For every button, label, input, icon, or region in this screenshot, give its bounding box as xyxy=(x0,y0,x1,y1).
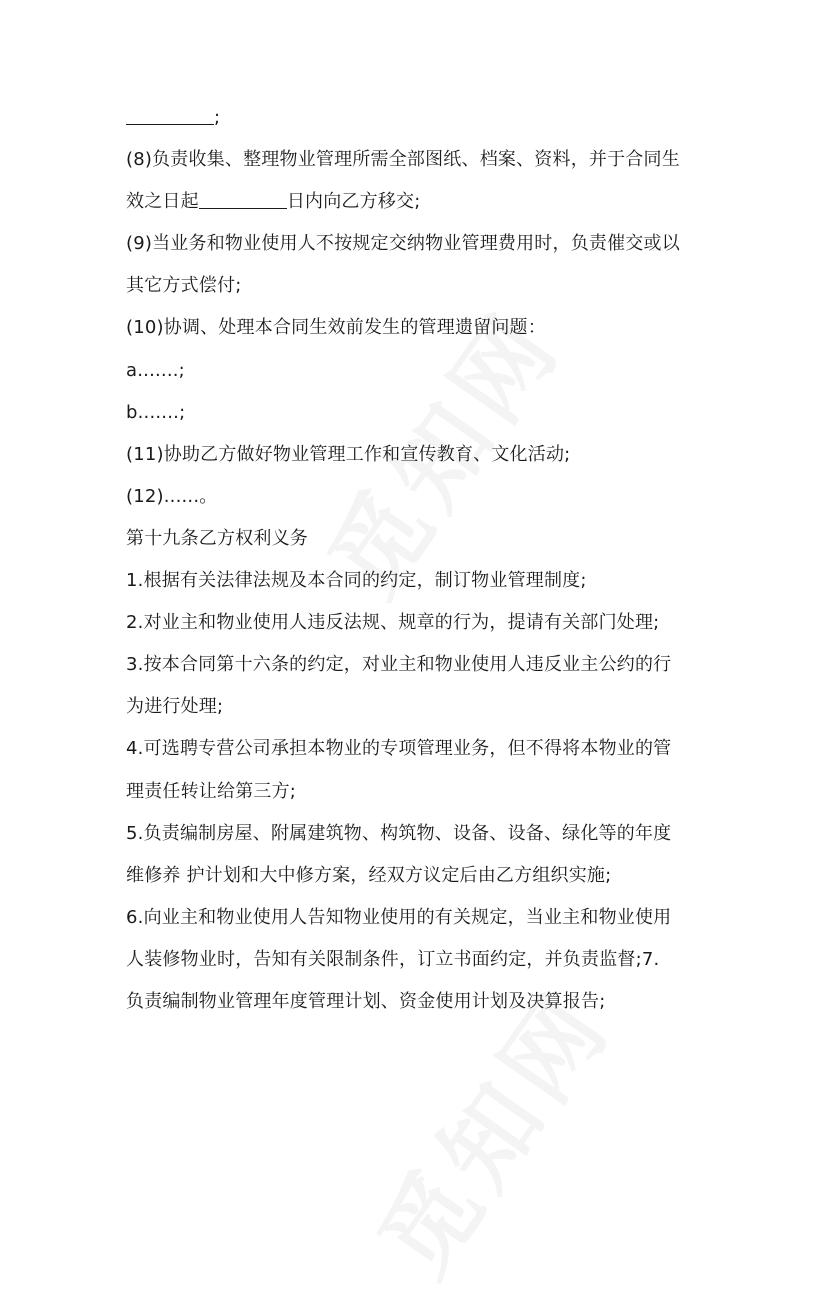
text-line: 3.按本合同第十六条的约定，对业主和物业使用人违反业主公约的行 xyxy=(126,654,672,676)
text-line: 5.负责编制房屋、附属建筑物、构筑物、设备、设备、绿化等的年度 xyxy=(126,822,672,844)
text-line: b.......; xyxy=(126,401,186,423)
text-line: 效之日起 日内向乙方移交; xyxy=(126,191,421,213)
document-body xyxy=(126,106,716,1032)
text-line: 2.对业主和物业使用人违反法规、规章的行为，提请有关部门处理; xyxy=(126,612,660,634)
text-line: (9)当业务和物业使用人不按规定交纳物业管理费用时，负责催交或以 xyxy=(126,233,680,255)
text-line: 理责任转让给第三方; xyxy=(126,780,297,802)
text-line: (12)......。 xyxy=(126,485,218,507)
text-line: a.......; xyxy=(126,359,185,381)
text-line: (11)协助乙方做好物业管理工作和宣传教育、文化活动; xyxy=(126,443,571,465)
text-line: 负责编制物业管理年度管理计划、资金使用计划及决算报告; xyxy=(126,990,606,1012)
text-line: (10)协调、处理本合同生效前发生的管理遗留问题： xyxy=(126,317,546,339)
text-line: (8)负责收集、整理物业管理所需全部图纸、档案、资料，并于合同生 xyxy=(126,149,680,171)
text-line: ; xyxy=(126,106,716,130)
text-line: 4.可选聘专营公司承担本物业的专项管理业务，但不得将本物业的管 xyxy=(126,738,672,760)
fill-in-blank xyxy=(199,190,287,209)
fill-in-blank xyxy=(126,106,214,125)
text-line: 1.根据有关法律法规及本合同的约定，制订物业管理制度; xyxy=(126,570,587,592)
text-line: 其它方式偿付; xyxy=(126,275,242,297)
text-line: 为进行处理; xyxy=(126,696,224,718)
section-heading: 第十九条乙方权利义务 xyxy=(126,527,308,549)
text-line: 人装修物业时，告知有关限制条件，订立书面约定，并负责监督;7. xyxy=(126,948,660,970)
text-line: 6.向业主和物业使用人告知物业使用的有关规定，当业主和物业使用 xyxy=(126,906,672,928)
text-line: 维修养 护计划和大中修方案，经双方议定后由乙方组织实施; xyxy=(126,864,612,886)
